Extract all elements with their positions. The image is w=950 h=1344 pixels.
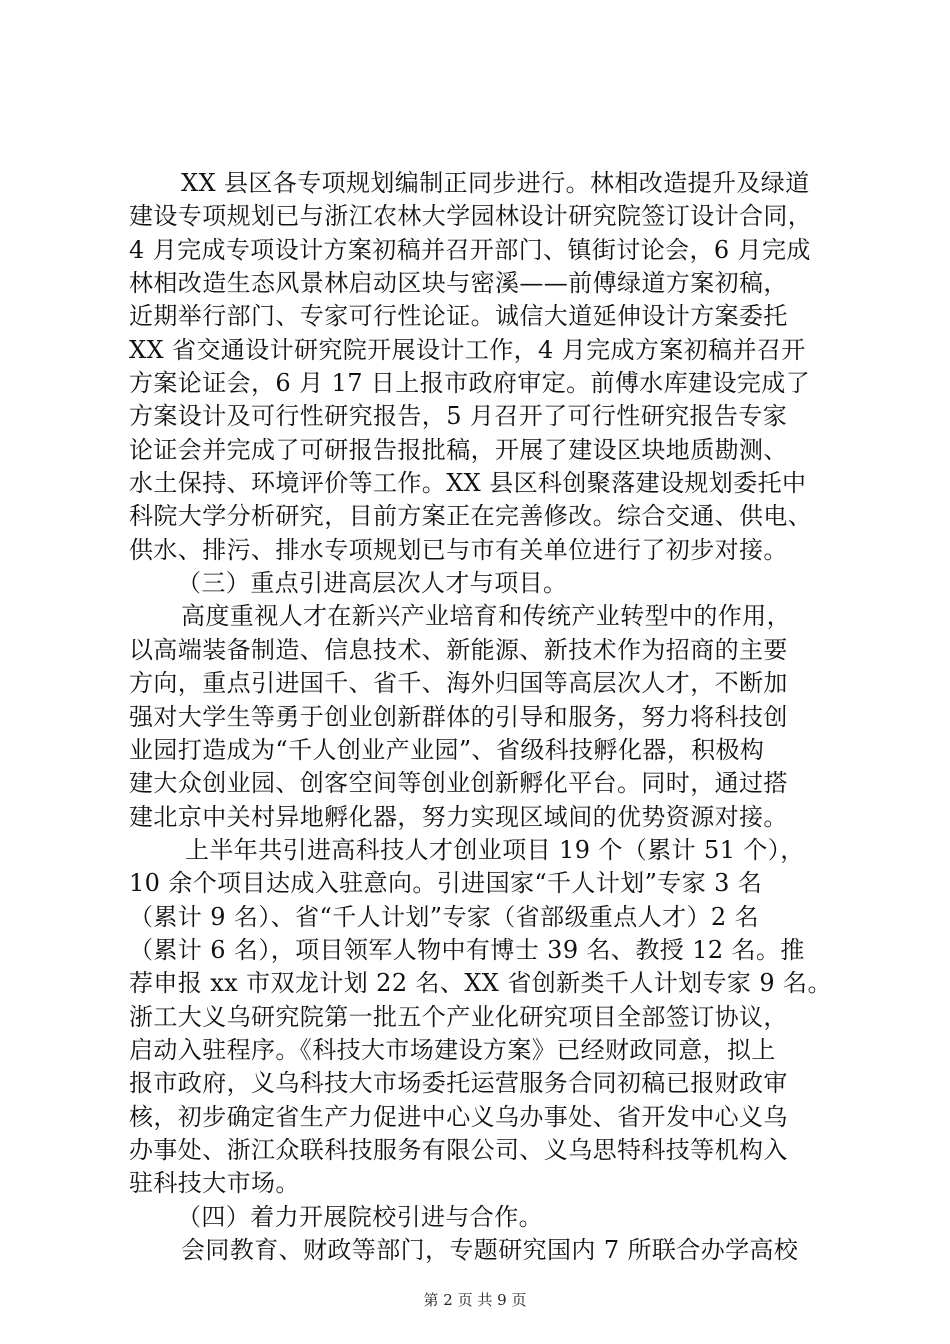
- text-line: 4 月完成专项设计方案初稿并召开部门、镇街讨论会，6 月完成: [129, 235, 811, 264]
- text-line: 报市政府，义乌科技大市场委托运营服务合同初稿已报财政审: [129, 1069, 788, 1098]
- text-line: 强对大学生等勇于创业创新群体的引导和服务，努力将科技创: [129, 702, 788, 731]
- text-line: XX 省交通设计研究院开展设计工作，4 月完成方案初稿并召开: [129, 335, 806, 364]
- text-line: 科院大学分析研究，目前方案正在完善修改。综合交通、供电、: [129, 502, 813, 531]
- text-line: 水土保持、环境评价等工作。XX 县区科创聚落建设规划委托中: [129, 469, 807, 498]
- text-line: 建设专项规划已与浙江农林大学园林设计研究院签订设计合同，: [129, 202, 813, 231]
- text-line: 方向，重点引进国千、省千、海外归国等高层次人才，不断加: [129, 669, 788, 698]
- document-body: [129, 167, 834, 1267]
- text-line: 以高端装备制造、信息技术、新能源、新技术作为招商的主要: [129, 635, 788, 664]
- text-line: 浙工大义乌研究院第一批五个产业化研究项目全部签订协议，: [129, 1002, 788, 1031]
- text-line: 高度重视人才在新兴产业培育和传统产业转型中的作用，: [181, 602, 791, 631]
- text-line: 林相改造生态风景林启动区块与密溪——前傅绿道方案初稿，: [129, 269, 788, 298]
- text-line: 办事处、浙江众联科技服务有限公司、义乌思特科技等机构入: [129, 1135, 788, 1164]
- text-line: 启动入驻程序。《科技大市场建设方案》已经财政同意，拟上: [129, 1035, 776, 1064]
- text-line: （四）着力开展院校引进与合作。: [177, 1202, 543, 1231]
- text-line: 荐申报 xx 市双龙计划 22 名、XX 省创新类千人计划专家 9 名。: [129, 969, 832, 998]
- text-line: 上半年共引进高科技人才创业项目 19 个（累计 51 个），: [185, 835, 805, 864]
- text-line: XX 县区各专项规划编制正同步进行。林相改造提升及绿道: [181, 169, 810, 197]
- text-line: 方案设计及可行性研究报告，5 月召开了可行性研究报告专家: [129, 402, 788, 431]
- text-line: 10 余个项目达成入驻意向。引进国家“千人计划”专家 3 名: [129, 869, 763, 898]
- text-line: 会同教育、财政等部门，专题研究国内 7 所联合办学高校: [181, 1236, 799, 1264]
- page-footer: 第 2 页 共 9 页: [423, 1291, 527, 1309]
- text-line: 业园打造成为“千人创业产业园”、省级科技孵化器，积极构: [129, 735, 765, 764]
- text-line: （三）重点引进高层次人才与项目。: [177, 569, 568, 598]
- text-line: 核，初步确定省生产力促进中心义乌办事处、省开发中心义乌: [129, 1102, 788, 1131]
- text-line: 论证会并完成了可研报告报批稿，开展了建设区块地质勘测、: [129, 435, 788, 464]
- text-line: （累计 9 名）、省“千人计划”专家（省部级重点人才）2 名: [129, 902, 759, 931]
- text-line: 近期举行部门、专家可行性论证。诚信大道延伸设计方案委托: [129, 302, 788, 331]
- text-line: 建大众创业园、创客空间等创业创新孵化平台。同时，通过搭: [129, 769, 788, 798]
- text-line: 建北京中关村异地孵化器，努力实现区域间的优势资源对接。: [129, 802, 788, 831]
- text-line: 驻科技大市场。: [129, 1169, 300, 1198]
- text-line: 方案论证会，6 月 17 日上报市政府审定。前傅水库建设完成了: [129, 369, 811, 398]
- text-line: 供水、排污、排水专项规划已与市有关单位进行了初步对接。: [129, 535, 788, 564]
- text-line: （累计 6 名），项目领军人物中有博士 39 名、教授 12 名。推: [129, 935, 805, 964]
